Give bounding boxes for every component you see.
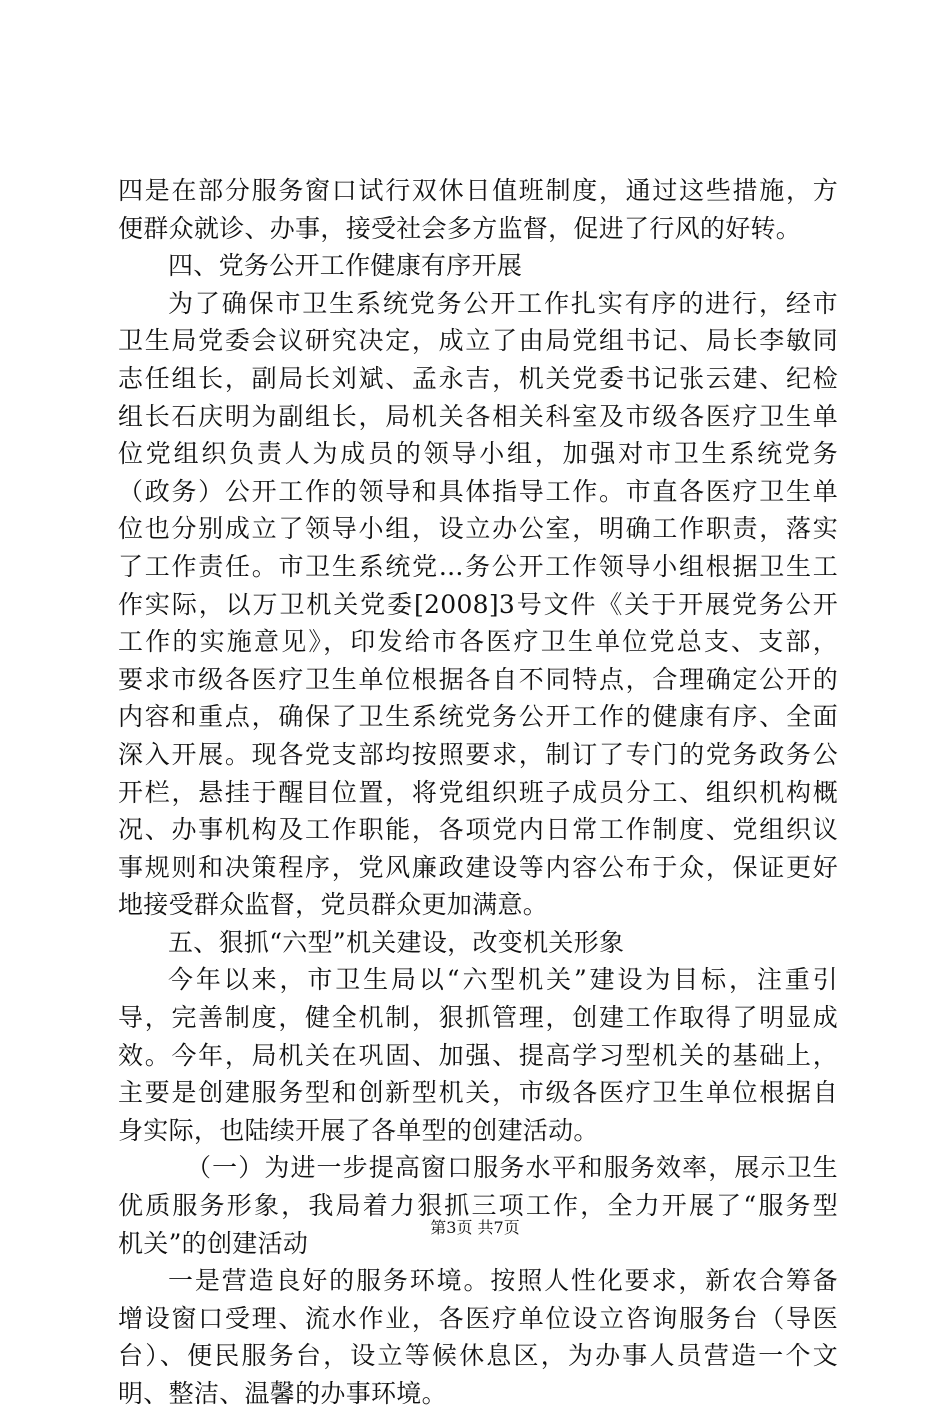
text-line: 事规则和决策程序，党风廉政建设等内容公布于众，保证更好 <box>118 852 838 882</box>
subsection-heading: （一）为进一步提高窗口服务水平和服务效率，展示卫生 <box>186 1153 838 1183</box>
text-line: 为了确保市卫生系统党务公开工作扎实有序的进行，经市 <box>168 288 838 318</box>
text-line: 况、办事机构及工作职能，各项党内日常工作制度、党组织议 <box>118 815 838 845</box>
text-line: 明、整洁、温馨的办事环境。 <box>118 1379 447 1408</box>
text-line: 四是在部分服务窗口试行双休日值班制度，通过这些措施，方 <box>118 176 838 205</box>
text-line: 效。今年，局机关在巩固、加强、提高学习型机关的基础上， <box>118 1040 838 1070</box>
text-line: 位党组织负责人为成员的领导小组，加强对市卫生系统党务 <box>118 439 838 469</box>
text-line: 卫生局党委会议研究决定，成立了由局党组书记、局长李敏同 <box>118 326 838 356</box>
text-line: 组长石庆明为副组长，局机关各相关科室及市级各医疗卫生单 <box>118 401 838 431</box>
text-line: 内容和重点，确保了卫生系统党务公开工作的健康有序、全面 <box>118 702 838 732</box>
text-line: （政务）公开工作的领导和具体指导工作。市直各医疗卫生单 <box>118 476 838 506</box>
text-line: 主要是创建服务型和创新型机关，市级各医疗卫生单位根据自 <box>118 1078 838 1108</box>
section-heading: 四、党务公开工作健康有序开展 <box>168 251 523 281</box>
text-line: 了工作责任。市卫生系统党...务公开工作领导小组根据卫生工 <box>118 551 838 581</box>
text-line: 深入开展。现各党支部均按照要求，制订了专门的党务政务公 <box>118 739 838 769</box>
text-line: 开栏，悬挂于醒目位置，将党组织班子成员分工、组织机构概 <box>118 777 838 807</box>
section-heading: 五、狠抓“六型”机关建设，改变机关形象 <box>168 927 625 957</box>
text-line: 台）、便民服务台，设立等候休息区，为办事人员营造一个文 <box>118 1341 838 1371</box>
text-line: 作实际，以万卫机关党委[2008]3号文件《关于开展党务公开 <box>118 589 838 619</box>
text-line: 增设窗口受理、流水作业，各医疗单位设立咨询服务台（导医 <box>118 1303 838 1333</box>
text-line: 今年以来，市卫生局以“六型机关”建设为目标，注重引 <box>168 965 838 995</box>
text-line: 机关”的创建活动 <box>118 1228 309 1258</box>
text-line: 一是营造良好的服务环境。按照人性化要求，新农合筹备 <box>168 1266 838 1296</box>
text-line: 地接受群众监督，党员群众更加满意。 <box>118 890 549 920</box>
text-line: 便群众就诊、办事，接受社会多方监督，促进了行风的好转。 <box>118 213 802 243</box>
text-line: 要求市级各医疗卫生单位根据各自不同特点，合理确定公开的 <box>118 664 838 694</box>
text-line: 优质服务形象，我局着力狠抓三项工作，全力开展了“服务型 <box>118 1191 838 1221</box>
text-line: 身实际，也陆续开展了各单型的创建活动。 <box>118 1115 599 1145</box>
text-line: 位也分别成立了领导小组，设立办公室，明确工作职责，落实 <box>118 514 838 544</box>
text-line: 导，完善制度，健全机制，狠抓管理，创建工作取得了明显成 <box>118 1003 838 1033</box>
text-line: 志任组长，副局长刘斌、孟永吉，机关党委书记张云建、纪检 <box>118 363 838 393</box>
page-footer: 第3页 共7页 <box>430 1218 520 1237</box>
text-line: 工作的实施意见》，印发给市各医疗卫生单位党总支、支部， <box>118 627 838 657</box>
